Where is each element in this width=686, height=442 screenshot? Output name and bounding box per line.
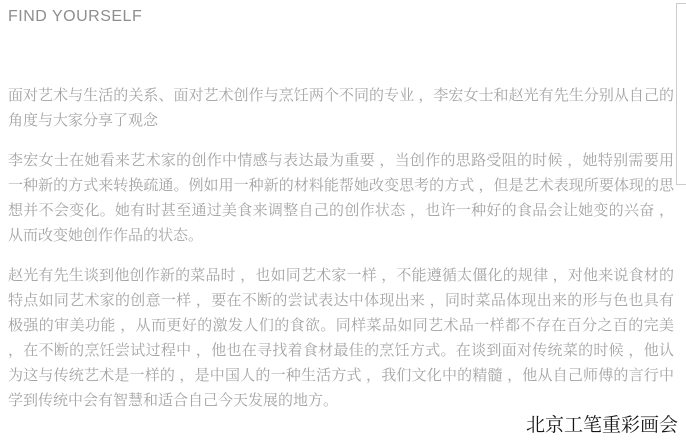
- article-paragraph-intro: 面对艺术与生活的关系、面对艺术创作与烹饪两个不同的专业 ，李宏女士和赵光有先生分别从自己的角度与大家分享了观念: [8, 87, 674, 129]
- article-paragraph-lihong: 李宏女士在她看来艺术家的创作中情感与表达最为重要 ，当创作的思路受阻的时候 ，她特别需要用一种新的方式来转换疏通。例如用一种新的材料能帮她改变思考的方式 ，但是艺术表现所要体现的思想并不会变化。她有时甚至通过美食来调整自己的创作状态 ，也许一种好的食品会让她变的兴奋 ，从而改变她创作作品的状态。: [8, 152, 674, 244]
- article-paragraph-zhaoguangyou: 赵光有先生谈到他创作新的菜品时 ，也如同艺术家一样 ，不能遵循太僵化的规律 ，对他来说食材的特点如同艺术家的创意一样 ，要在不断的尝试表达中体现出来 ，同时菜品体现出来的形与色也具有极强的审美功能 ，从而更好的激发人们的食欲。同样菜品如同艺术品一样都不存在百分之百的完美 ，在不断的烹饪尝试过程中 ，他也在寻找着食材最佳的烹饪方式。在谈到面对传统菜的时候 ，他认为这与传统艺术是一样的 ，是中国人的一种生活方式 ，我们文化中的精髓 ，他从自己师傅的言行中学到传统中会有智慧和适合自己今天发展的地方。: [8, 267, 674, 409]
- clipped-side-panel: [676, 3, 686, 185]
- article-body: [8, 83, 674, 413]
- organization-name: 北京工笔重彩画会: [525, 415, 678, 436]
- page-title: FIND YOURSELF: [8, 8, 143, 25]
